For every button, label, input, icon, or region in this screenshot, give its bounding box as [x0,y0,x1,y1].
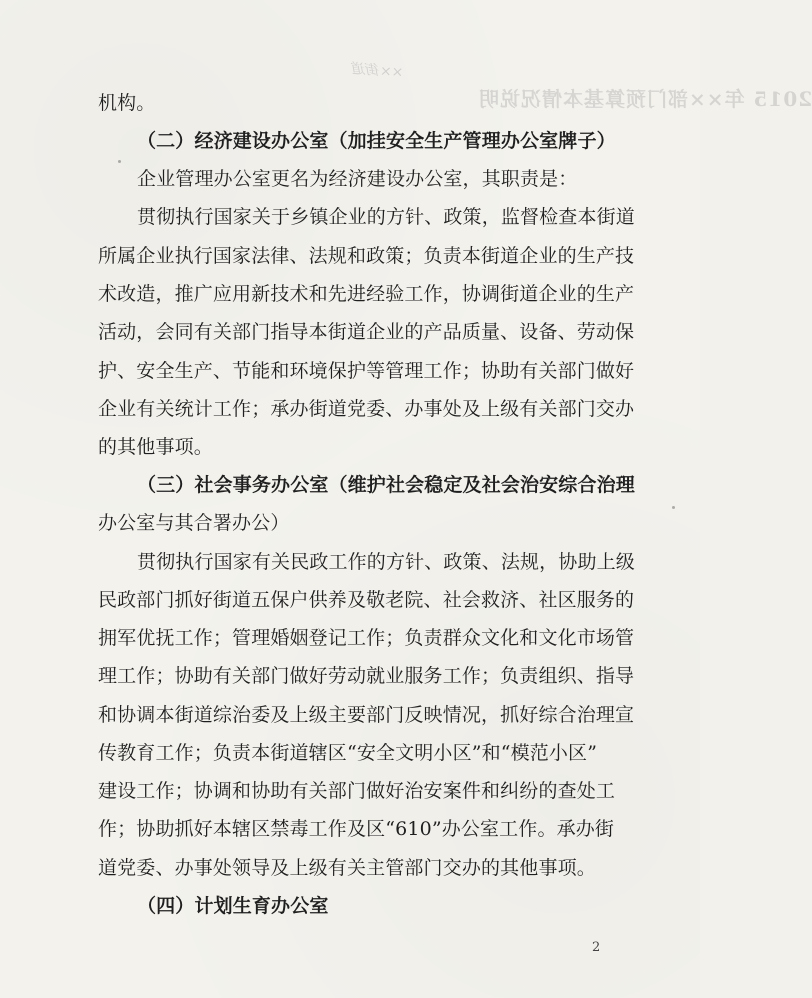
body-line-14: 民政部门抓好街道五保户供养及敬老院、社会救济、社区服务的 [98,589,635,611]
body-line-21: 道党委、办事处领导及上级有关主管部门交办的其他事项。 [98,857,596,879]
body-line-6: 术改造，推广应用新技术和先进经验工作，协调街道企业的生产 [98,283,635,305]
body-line-16: 理工作；协助有关部门做好劳动就业服务工作；负责组织、指导 [98,665,635,687]
section-heading-2: （二）经济建设办公室（加挂安全生产管理办公室牌子） [137,130,616,152]
bleed-through-scribble: ××街道 [351,61,404,81]
section-heading-3: （三）社会事务办公室（维护社会稳定及社会治安综合治理 [137,474,635,496]
body-line-9: 企业有关统计工作；承办街道党委、办事处及上级有关部门交办 [98,398,635,420]
body-line-5: 所属企业执行国家法律、法规和政策；负责本街道企业的生产技 [98,245,635,267]
body-line-19: 建设工作；协调和协助有关部门做好治安案件和纠纷的查处工 [98,780,616,802]
page-number: 2 [592,940,601,955]
body-line-20: 作；协助抓好本辖区禁毒工作及区“610”办公室工作。承办街 [98,818,615,840]
section-heading-4: （四）计划生育办公室 [137,895,329,917]
body-line-1: 机构。 [98,92,156,114]
body-line-17: 和协调本街道综治委及上级主要部门反映情况，抓好综合治理宣 [98,704,635,726]
scan-speck [118,160,121,163]
body-line-4: 贯彻执行国家关于乡镇企业的方针、政策，监督检查本街道 [137,206,635,228]
body-line-12: 办公室与其合署办公） [98,512,290,534]
bleed-through-title: 2015 年××部门预算基本情况说明 [478,87,812,111]
scan-speck [672,506,675,509]
body-line-10: 的其他事项。 [98,436,213,458]
body-line-13: 贯彻执行国家有关民政工作的方针、政策、法规，协助上级 [137,551,635,573]
body-line-3: 企业管理办公室更名为经济建设办公室，其职责是： [137,168,578,190]
body-line-7: 活动，会同有关部门指导本街道企业的产品质量、设备、劳动保 [98,321,635,343]
body-line-15: 拥军优抚工作；管理婚姻登记工作；负责群众文化和文化市场管 [98,627,635,649]
body-line-18: 传教育工作；负责本街道辖区“安全文明小区”和“模范小区” [98,742,598,764]
body-line-8: 护、安全生产、节能和环境保护等管理工作；协助有关部门做好 [98,360,635,382]
